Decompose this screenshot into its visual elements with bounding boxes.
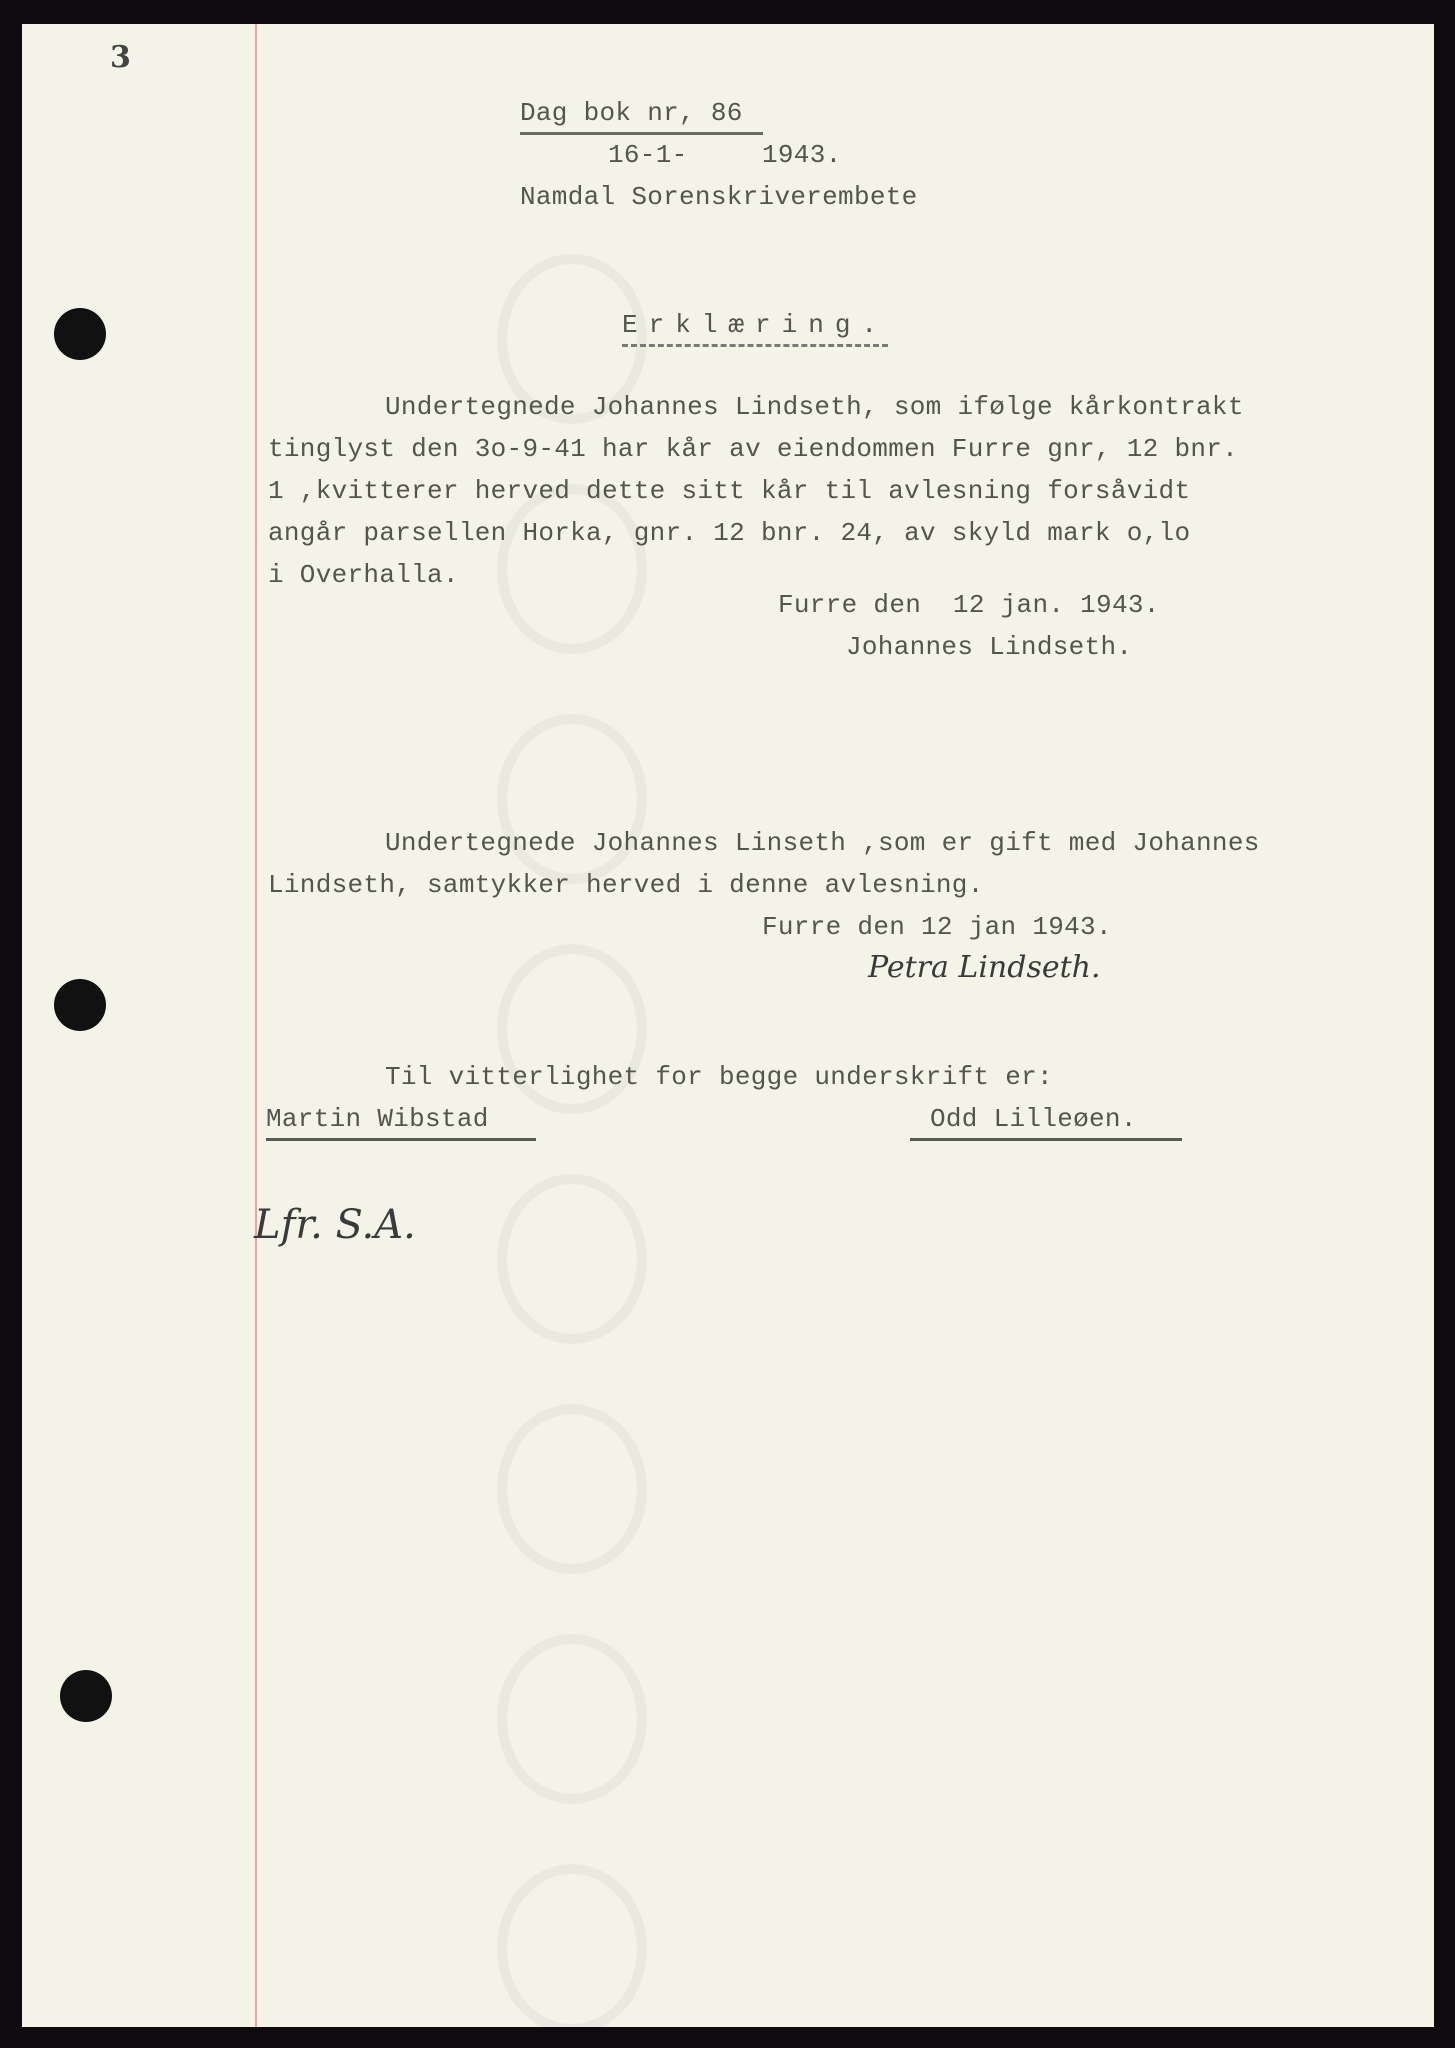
journal-number: Dag bok nr, 86 <box>520 100 763 135</box>
punch-hole <box>60 1670 112 1722</box>
witness-1-signature-line <box>266 1138 536 1141</box>
punch-hole <box>54 308 106 360</box>
handwritten-signature: Petra Lindseth. <box>868 950 1101 985</box>
page-number: 3 <box>110 40 131 75</box>
handwritten-initials: Lfr. S.A. <box>254 1202 416 1248</box>
declaration-line: tinglyst den 3o-9-41 har kår av eiendommen Furre gnr, 12 bnr. <box>268 434 1239 464</box>
declaration-line: Undertegnede Johannes Lindseth, som ifølge kårkontrakt <box>385 392 1244 422</box>
margin-rule <box>255 24 257 2027</box>
document-page <box>22 24 1434 2027</box>
consent-line: Undertegnede Johannes Linseth ,som er gift med Johannes <box>385 828 1260 858</box>
declaration-place-date: Furre den 12 jan. 1943. <box>778 590 1160 620</box>
witness-2-signature-line <box>910 1138 1182 1141</box>
consent-place-date: Furre den 12 jan 1943. <box>762 912 1112 942</box>
entry-date: 16-1- <box>608 140 688 170</box>
witness-1-name: Martin Wibstad <box>266 1104 489 1134</box>
declaration-line: angår parsellen Horka, gnr. 12 bnr. 24, av skyld mark o,lo <box>268 518 1191 548</box>
witness-2-name: Odd Lilleøen. <box>930 1104 1137 1134</box>
document-title: Erklæring. <box>622 312 888 347</box>
punch-hole <box>54 979 106 1031</box>
entry-year: 1943. <box>762 140 842 170</box>
declaration-signatory: Johannes Lindseth. <box>846 632 1133 662</box>
witness-intro: Til vitterlighet for begge underskrift er: <box>385 1062 1053 1092</box>
office-name: Namdal Sorenskriverembete <box>520 182 918 212</box>
consent-line: Lindseth, samtykker herved i denne avlesning. <box>268 870 984 900</box>
declaration-line: i Overhalla. <box>268 560 459 590</box>
declaration-line: 1 ,kvitterer herved dette sitt kår til avlesning forsåvidt <box>268 476 1191 506</box>
